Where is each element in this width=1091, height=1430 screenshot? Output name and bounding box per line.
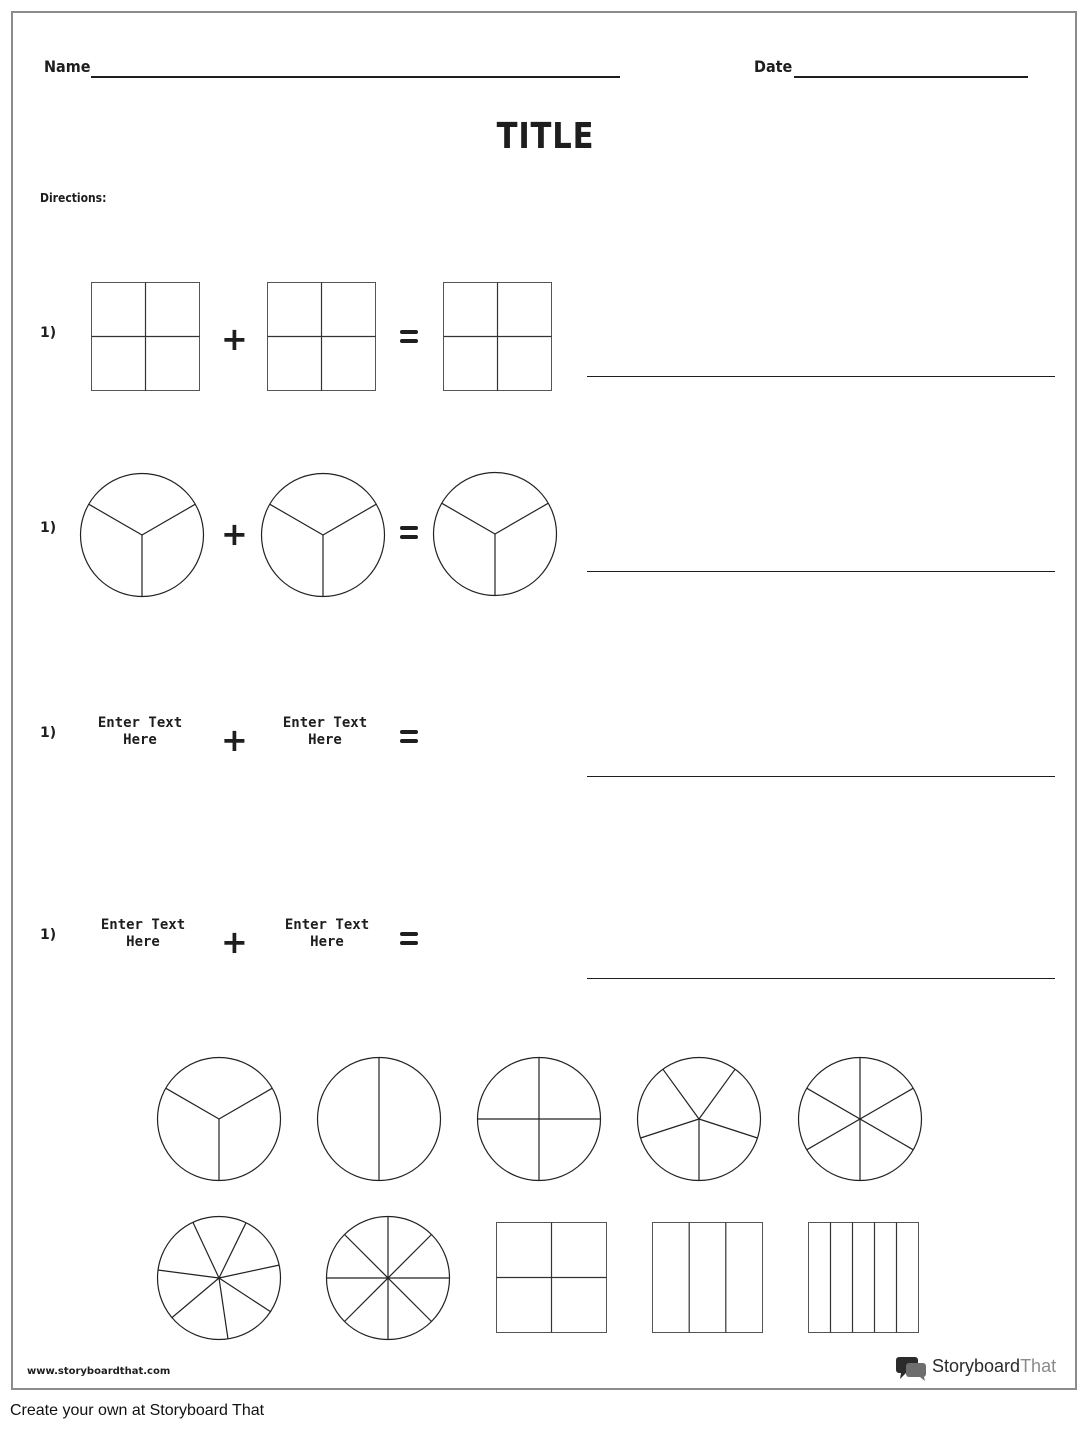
- plus-sign: +: [221, 320, 248, 358]
- logo-text-bold: Storyboard: [932, 1356, 1021, 1376]
- equals-sign: [400, 526, 418, 540]
- equals-sign: [400, 730, 418, 744]
- term-text-2[interactable]: Enter Text Here: [282, 715, 368, 748]
- storyboard-logo-text: [932, 1356, 1056, 1377]
- circle-halves: [317, 1057, 442, 1182]
- answer-line: [587, 571, 1055, 572]
- circle-sixths: [798, 1057, 923, 1182]
- term-text-2[interactable]: Enter Text Here: [284, 917, 370, 950]
- square-fifths-columns: [808, 1222, 920, 1334]
- date-label: Date: [754, 57, 793, 76]
- answer-line: [587, 978, 1055, 979]
- circle-sevenths: [157, 1216, 282, 1341]
- square-quarters-3: [443, 282, 553, 392]
- circle-fifths: [637, 1057, 762, 1182]
- question-number: 1): [40, 725, 57, 741]
- logo-text-light: That: [1020, 1356, 1057, 1376]
- circle-thirds-1: [80, 473, 205, 598]
- term-text-1[interactable]: Enter Text Here: [100, 917, 186, 950]
- circle-thirds-3: [433, 472, 558, 597]
- directions-label: Directions:: [40, 191, 107, 205]
- name-line: [91, 76, 620, 78]
- storyboard-logo-icon: [896, 1355, 930, 1381]
- square-quarters-2: [267, 282, 377, 392]
- bottom-caption[interactable]: Create your own at Storyboard That: [10, 1402, 265, 1419]
- equals-sign: [400, 330, 418, 344]
- plus-sign: +: [221, 721, 248, 759]
- date-line: [794, 76, 1028, 78]
- equals-sign: [400, 932, 418, 946]
- question-number: 1): [40, 927, 57, 943]
- plus-sign: +: [221, 515, 248, 553]
- worksheet-page: [11, 11, 1077, 1390]
- circle-quarters: [477, 1057, 602, 1182]
- square-quarters-1: [91, 282, 201, 392]
- question-number: 1): [40, 325, 57, 341]
- circle-thirds: [157, 1057, 282, 1182]
- answer-line: [587, 776, 1055, 777]
- plus-sign: +: [221, 923, 248, 961]
- square-thirds-columns: [652, 1222, 764, 1334]
- name-label: Name: [44, 57, 91, 76]
- page-title: TITLE: [496, 116, 595, 157]
- circle-eighths: [326, 1216, 451, 1341]
- circle-thirds-2: [261, 473, 386, 598]
- footer-url[interactable]: www.storyboardthat.com: [27, 1366, 171, 1377]
- square-quarters: [496, 1222, 608, 1334]
- question-number: 1): [40, 520, 57, 536]
- term-text-1[interactable]: Enter Text Here: [97, 715, 183, 748]
- answer-line: [587, 376, 1055, 377]
